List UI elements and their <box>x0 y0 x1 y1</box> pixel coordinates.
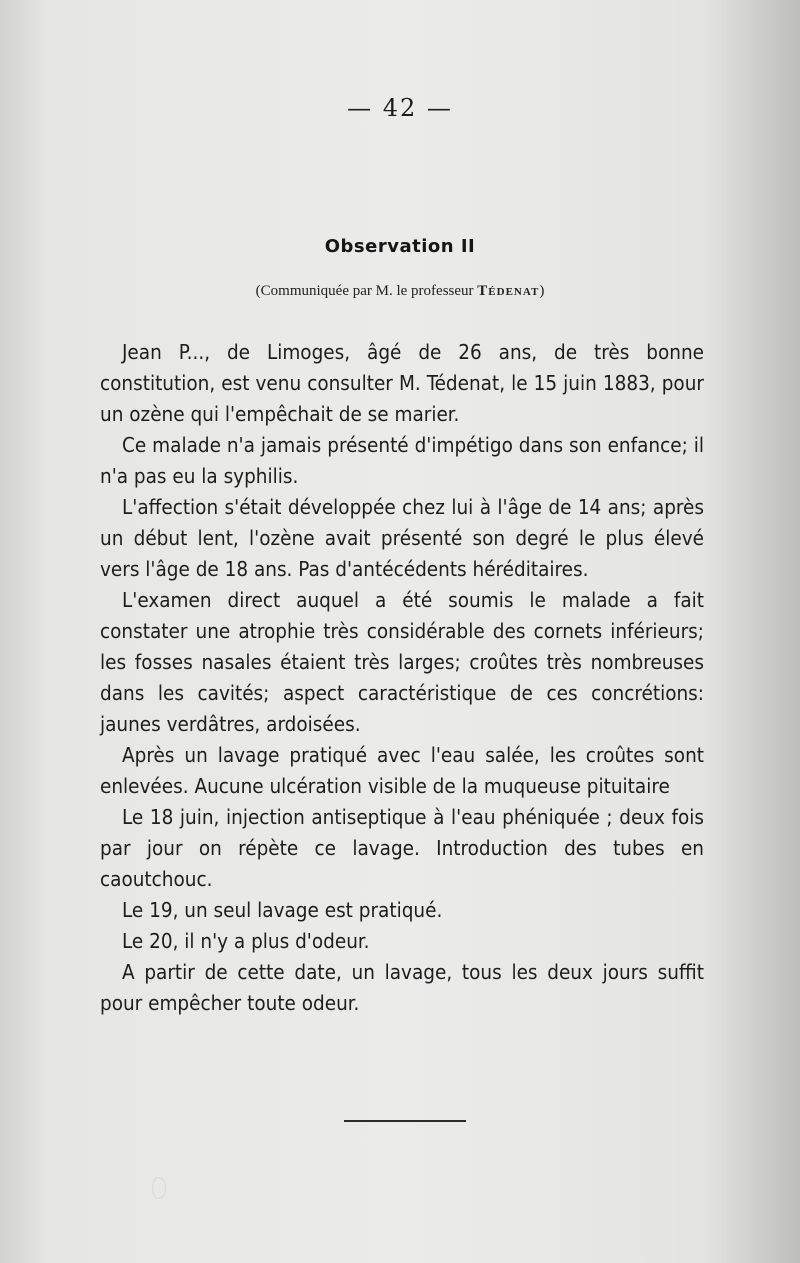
section-divider <box>344 1120 466 1122</box>
observation-body <box>100 337 704 1019</box>
paragraph-examination: L'examen direct auquel a été soumis le malade a fait constater une atrophie très considérable des cornets inférieurs; les fosses nasales étaient très larges; croûtes très nombreuses dans les cavités; aspect caractéristique de ces concrétions: jaunes verdâtres, ardoisées. <box>100 588 704 736</box>
professor-name: Tédenat <box>477 283 540 299</box>
paragraph-history: Ce malade n'a jamais présenté d'impétigo dans son enfance; il n'a pas eu la syphilis. <box>100 433 704 488</box>
subtitle-suffix: ) <box>539 283 545 299</box>
page-number: — 42 — <box>347 94 453 122</box>
paragraph-first-wash: Après un lavage pratiqué avec l'eau salée, les croûtes sont enlevées. Aucune ulcération visible de la muqueuse pituitaire <box>100 743 704 798</box>
paragraph-june-20: Le 20, il n'y a plus d'odeur. <box>122 929 370 953</box>
observation-subtitle <box>0 283 800 300</box>
paragraph-june-19: Le 19, un seul lavage est pratiqué. <box>122 898 443 922</box>
subtitle-prefix: (Communiquée par M. le professeur <box>255 283 478 299</box>
paragraph-june-18: Le 18 juin, injection antiseptique à l'eau phéniquée ; deux fois par jour on répète ce lavage. Introduction des tubes en caoutchouc. <box>100 805 704 891</box>
observation-title: Observation II <box>324 236 476 257</box>
paragraph-patient-intro: Jean P..., de Limoges, âgé de 26 ans, de très bonne constitution, est venu consulter M. Tédenat, le 15 juin 1883, pour un ozène qui l'empêchait de se marier. <box>100 340 704 426</box>
paragraph-onset: L'affection s'était développée chez lui à l'âge de 14 ans; après un début lent, l'ozène avait présenté son degré le plus élevé vers l'âge de 18 ans. Pas d'antécédents héréditaires. <box>100 495 704 581</box>
paper-smudge <box>152 1177 166 1199</box>
paragraph-conclusion: A partir de cette date, un lavage, tous les deux jours suffit pour empêcher toute odeur. <box>100 960 704 1015</box>
